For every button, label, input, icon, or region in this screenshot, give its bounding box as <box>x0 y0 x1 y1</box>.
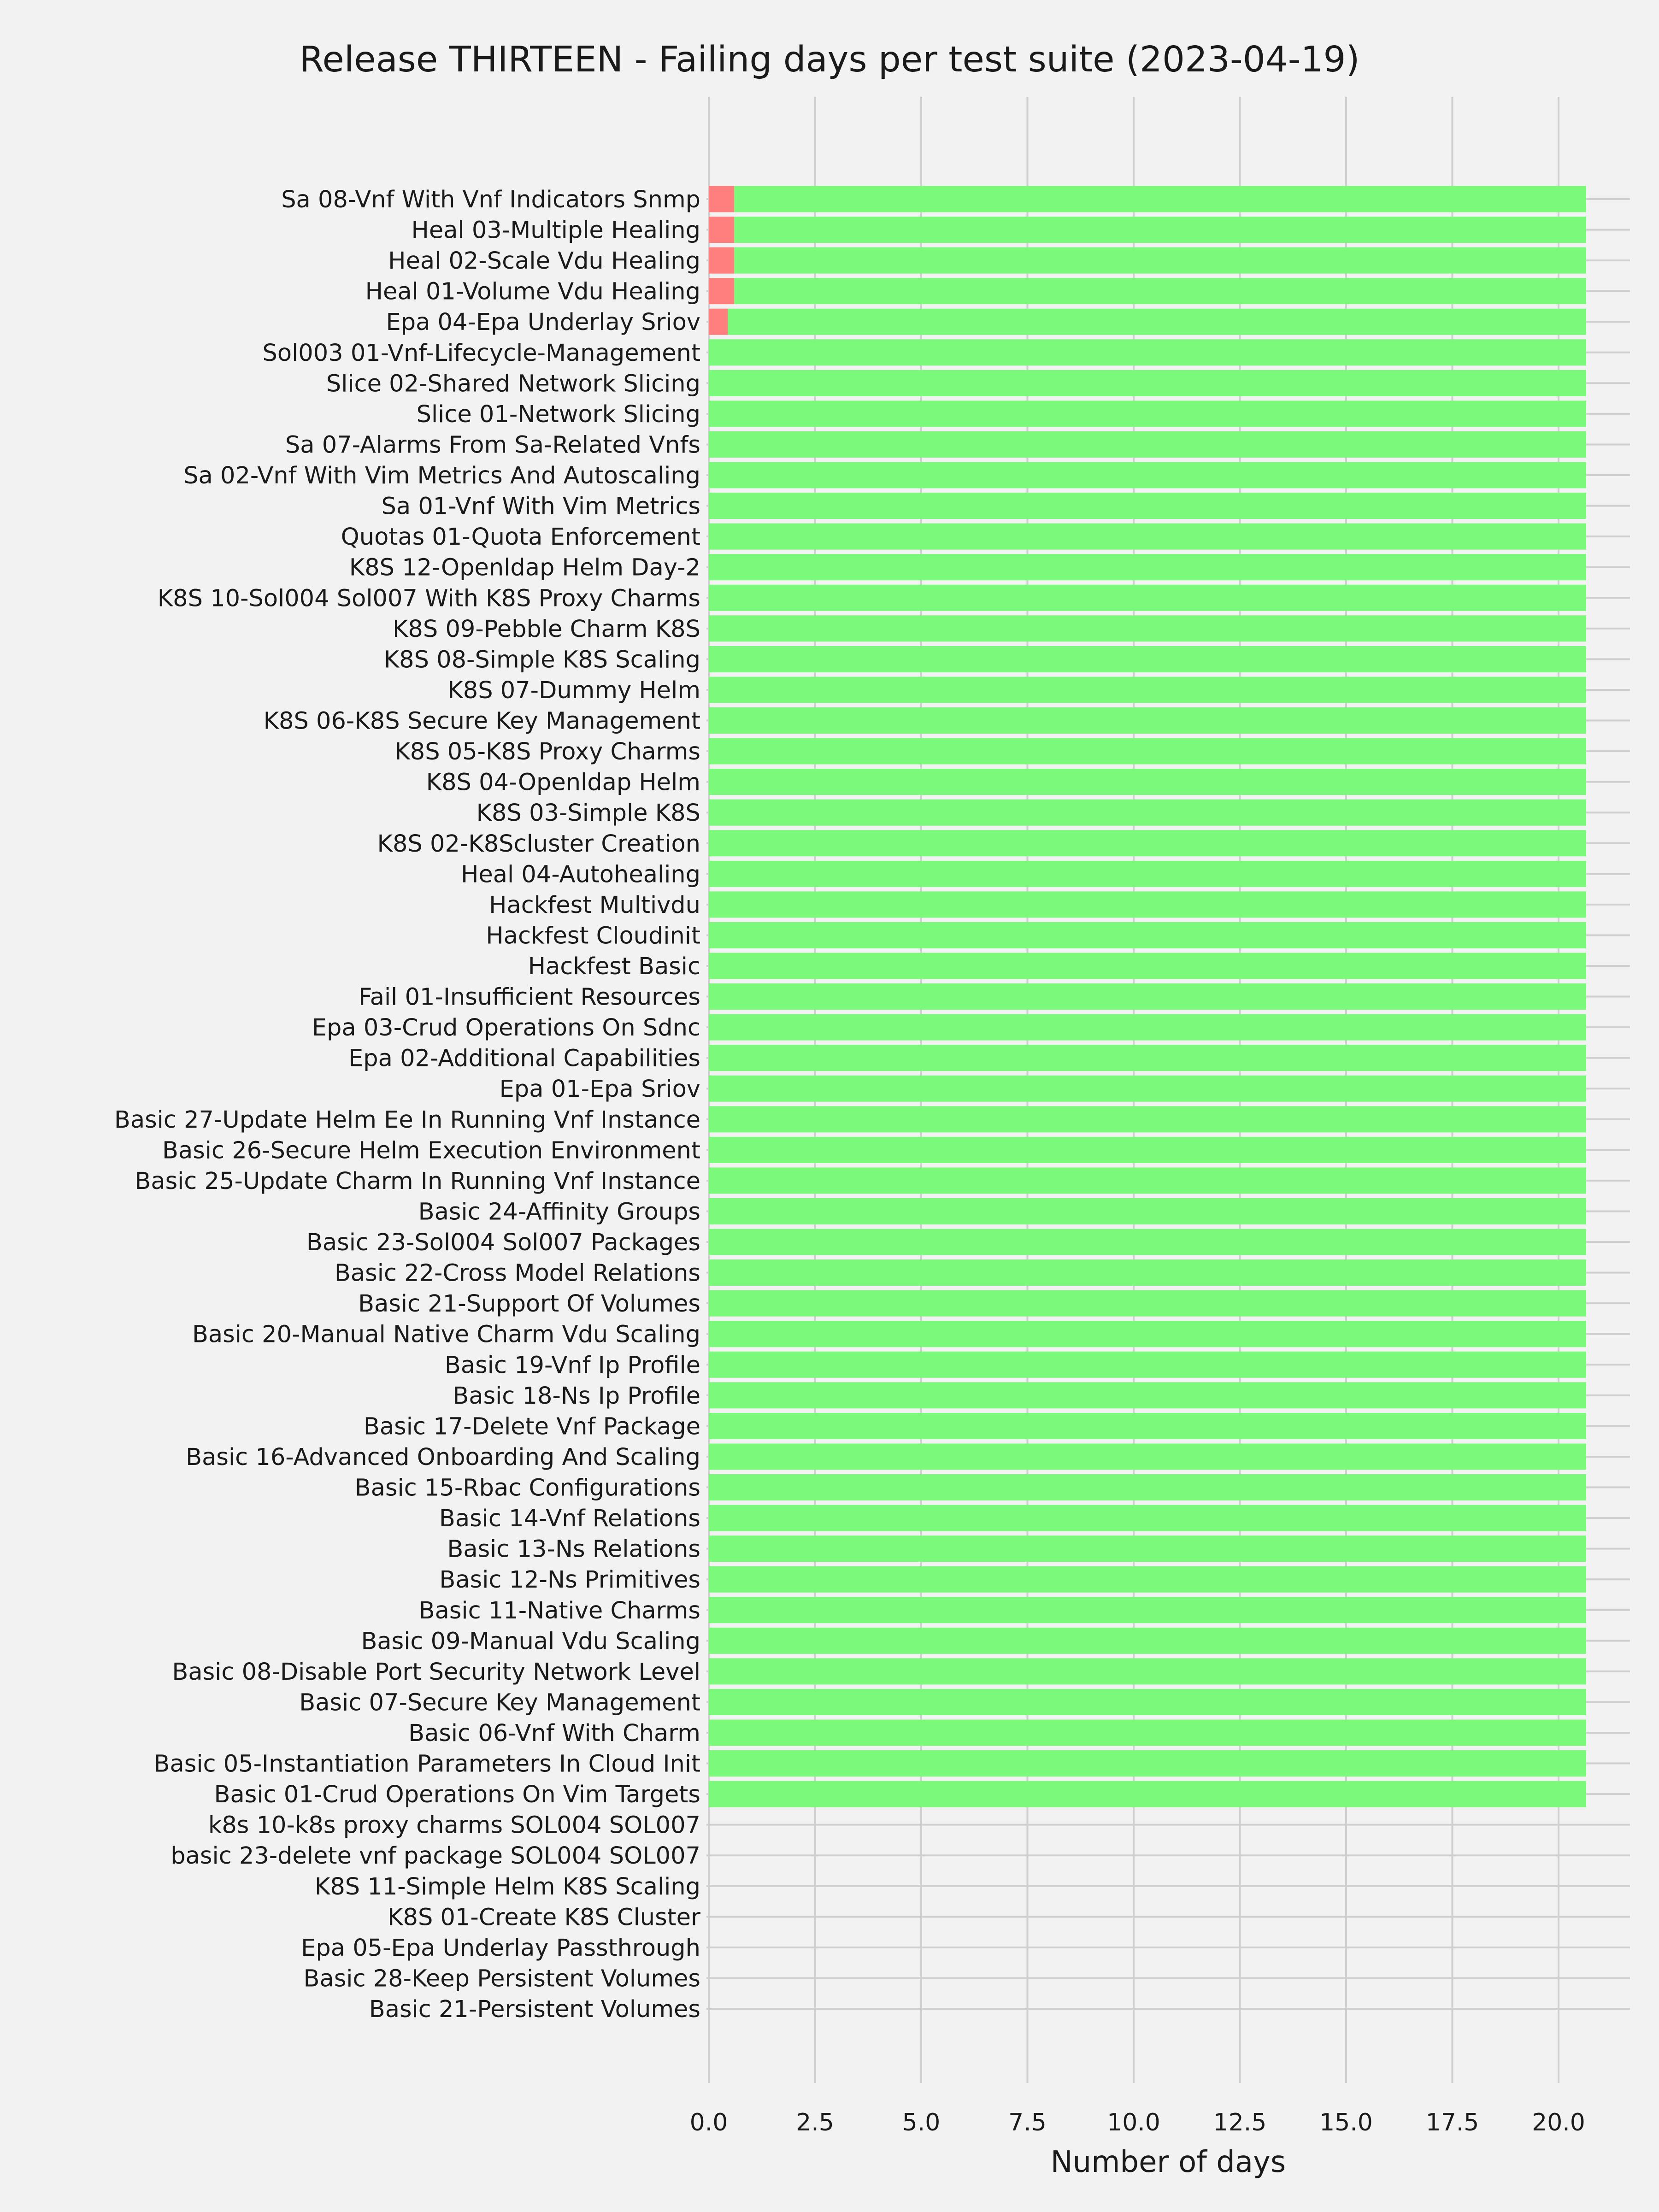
bar-passing-segment <box>709 1014 1586 1041</box>
x-tick-label: 2.5 <box>796 2109 834 2136</box>
category-label: Basic 05-Instantiation Parameters In Cloud Init <box>153 1750 700 1778</box>
category-label: Basic 23-Sol004 Sol007 Packages <box>306 1229 700 1257</box>
category-label: Hackfest Basic <box>528 953 700 980</box>
bar-passing-segment <box>709 1443 1586 1470</box>
bar-passing-segment <box>709 1720 1586 1746</box>
bar-passing-segment <box>709 1106 1586 1132</box>
category-label: Basic 11-Native Charms <box>418 1597 700 1624</box>
bar-passing-segment <box>709 1321 1586 1347</box>
bar-failing-segment <box>709 278 734 304</box>
category-label: K8S 02-K8Scluster Creation <box>377 830 700 858</box>
category-label: Slice 01-Network Slicing <box>416 400 700 428</box>
bar-passing-segment <box>709 922 1586 948</box>
category-label: K8S 04-Openldap Helm <box>426 769 700 796</box>
bar-passing-segment <box>709 1658 1586 1684</box>
category-label: Basic 22-Cross Model Relations <box>334 1259 700 1287</box>
category-label: Hackfest Cloudinit <box>486 922 700 950</box>
category-label: Quotas 01-Quota Enforcement <box>341 524 700 551</box>
bar-passing-segment <box>709 738 1586 765</box>
category-label: Heal 04-Autohealing <box>461 861 700 888</box>
bar-passing-segment <box>734 247 1586 274</box>
category-label: Heal 03-Multiple Healing <box>411 217 700 244</box>
x-tick-label: 5.0 <box>902 2109 941 2136</box>
category-label: Epa 02-Additional Capabilities <box>348 1045 700 1072</box>
x-tick-labels <box>690 2109 1585 2136</box>
category-label: Basic 12-Ns Primitives <box>439 1566 700 1594</box>
category-label: Basic 08-Disable Port Security Network Level <box>172 1658 700 1686</box>
bar-passing-segment <box>709 554 1586 580</box>
bar-passing-segment <box>709 524 1586 550</box>
category-label: Epa 01-Epa Sriov <box>499 1076 700 1103</box>
category-label: K8S 12-Openldap Helm Day-2 <box>349 554 700 582</box>
category-label: Basic 20-Manual Native Charm Vdu Scaling <box>192 1321 700 1348</box>
category-label: Epa 03-Crud Operations On Sdnc <box>312 1014 700 1042</box>
bar-passing-segment <box>709 953 1586 979</box>
category-label: Sa 01-Vnf With Vim Metrics <box>381 493 700 520</box>
bar-failing-segment <box>709 217 734 243</box>
bar-passing-segment <box>709 1566 1586 1593</box>
category-label: basic 23-delete vnf package SOL004 SOL007 <box>171 1842 700 1870</box>
x-tick-label: 17.5 <box>1425 2109 1479 2136</box>
bar-passing-segment <box>709 800 1586 826</box>
bar-passing-segment <box>728 309 1586 335</box>
bar-passing-segment <box>709 370 1586 396</box>
bar-passing-segment <box>709 1229 1586 1255</box>
bar-passing-segment <box>709 1505 1586 1531</box>
category-label: K8S 08-Simple K8S Scaling <box>383 646 700 674</box>
bar-passing-segment <box>734 217 1586 243</box>
category-label: Basic 26-Secure Helm Execution Environment <box>162 1137 700 1165</box>
bar-passing-segment <box>709 1413 1586 1439</box>
bar-passing-segment <box>709 462 1586 488</box>
bar-passing-segment <box>709 1076 1586 1102</box>
bar-passing-segment <box>709 1382 1586 1408</box>
category-label: K8S 03-Simple K8S <box>476 800 700 827</box>
x-tick-label: 10.0 <box>1107 2109 1160 2136</box>
bar-passing-segment <box>709 1137 1586 1163</box>
bar-passing-segment <box>709 1781 1586 1807</box>
bar-passing-segment <box>709 891 1586 918</box>
category-label: Fail 01-Insufficient Resources <box>359 983 700 1011</box>
bar-passing-segment <box>709 1474 1586 1500</box>
bar-passing-segment <box>709 677 1586 703</box>
bar-passing-segment <box>709 983 1586 1010</box>
category-label: K8S 01-Create K8S Cluster <box>388 1904 700 1931</box>
bar-passing-segment <box>709 707 1586 734</box>
category-label: K8S 06-K8S Secure Key Management <box>263 707 700 735</box>
bar-passing-segment <box>709 1535 1586 1562</box>
bar-failing-segment <box>709 309 728 335</box>
category-label: Basic 25-Update Charm In Running Vnf Instance <box>135 1167 700 1195</box>
category-label: Basic 09-Manual Vdu Scaling <box>361 1628 700 1655</box>
bar-passing-segment <box>709 1290 1586 1317</box>
category-label: Basic 14-Vnf Relations <box>439 1505 700 1533</box>
category-label: Basic 15-Rbac Configurations <box>354 1474 700 1502</box>
bar-passing-segment <box>709 1198 1586 1224</box>
category-label: Basic 19-Vnf Ip Profile <box>444 1352 700 1379</box>
category-label: Hackfest Multivdu <box>489 891 700 919</box>
category-label: Basic 18-Ns Ip Profile <box>453 1382 700 1410</box>
bar-passing-segment <box>709 769 1586 795</box>
bar-failing-segment <box>709 186 734 212</box>
category-label: Basic 28-Keep Persistent Volumes <box>303 1965 700 1993</box>
bar-passing-segment <box>709 339 1586 365</box>
bar-passing-segment <box>709 400 1586 427</box>
category-label: Sol003 01-Vnf-Lifecycle-Management <box>262 339 700 367</box>
x-tick-label: 20.0 <box>1532 2109 1585 2136</box>
bar-passing-segment <box>709 861 1586 887</box>
bar-passing-segment <box>709 585 1586 611</box>
category-label: Heal 02-Scale Vdu Healing <box>388 247 700 275</box>
category-label: Sa 07-Alarms From Sa-Related Vnfs <box>285 431 700 459</box>
category-label: K8S 07-Dummy Helm <box>447 677 700 704</box>
category-label: Basic 27-Update Helm Ee In Running Vnf Instance <box>114 1106 700 1134</box>
x-tick-label: 15.0 <box>1319 2109 1373 2136</box>
category-label: Epa 04-Epa Underlay Sriov <box>386 309 700 336</box>
bar-passing-segment <box>709 615 1586 641</box>
bar-passing-segment <box>709 1045 1586 1071</box>
bar-passing-segment <box>709 1259 1586 1286</box>
category-label: Basic 21-Support Of Volumes <box>358 1290 700 1318</box>
category-label: Sa 02-Vnf With Vim Metrics And Autoscaling <box>183 462 700 490</box>
bar-passing-segment <box>709 1750 1586 1777</box>
bar-passing-segment <box>734 278 1586 304</box>
category-label: Basic 21-Persistent Volumes <box>369 1996 700 2024</box>
category-label: Basic 16-Advanced Onboarding And Scaling <box>186 1443 700 1471</box>
bar-passing-segment <box>734 186 1586 212</box>
x-tick-label: 7.5 <box>1008 2109 1047 2136</box>
bar-passing-segment <box>709 431 1586 458</box>
category-label: K8S 11-Simple Helm K8S Scaling <box>314 1873 700 1900</box>
category-label: Slice 02-Shared Network Slicing <box>326 370 700 398</box>
bar-failing-segment <box>709 247 734 274</box>
x-tick-label: 0.0 <box>689 2109 728 2136</box>
category-label: K8S 05-K8S Proxy Charms <box>394 738 700 766</box>
category-label: Basic 01-Crud Operations On Vim Targets <box>214 1781 700 1809</box>
category-label: k8s 10-k8s proxy charms SOL004 SOL007 <box>208 1812 700 1839</box>
category-label: Basic 13-Ns Relations <box>447 1535 700 1563</box>
bar-passing-segment <box>709 830 1586 856</box>
bar-passing-segment <box>709 1597 1586 1623</box>
bar-passing-segment <box>709 1167 1586 1194</box>
bar-passing-segment <box>709 1689 1586 1715</box>
category-label: Basic 17-Delete Vnf Package <box>363 1413 700 1441</box>
bar-passing-segment <box>709 493 1586 519</box>
category-label: Basic 06-Vnf With Charm <box>408 1720 700 1747</box>
category-label: Basic 07-Secure Key Management <box>299 1689 700 1717</box>
category-label: Basic 24-Affinity Groups <box>418 1198 700 1226</box>
category-label: Epa 05-Epa Underlay Passthrough <box>301 1934 700 1962</box>
bar-passing-segment <box>709 1352 1586 1378</box>
category-label: K8S 09-Pebble Charm K8S <box>392 615 700 643</box>
category-label: K8S 10-Sol004 Sol007 With K8S Proxy Charms <box>157 585 700 612</box>
bar-passing-segment <box>709 1628 1586 1654</box>
category-label: Heal 01-Volume Vdu Healing <box>365 278 700 306</box>
chart-title: Release THIRTEEN - Failing days per test suite (2023-04-19) <box>299 39 1360 80</box>
bar-passing-segment <box>709 646 1586 672</box>
x-tick-label: 12.5 <box>1213 2109 1267 2136</box>
x-axis-title: Number of days <box>1050 2145 1286 2179</box>
category-label: Sa 08-Vnf With Vnf Indicators Snmp <box>281 186 700 213</box>
